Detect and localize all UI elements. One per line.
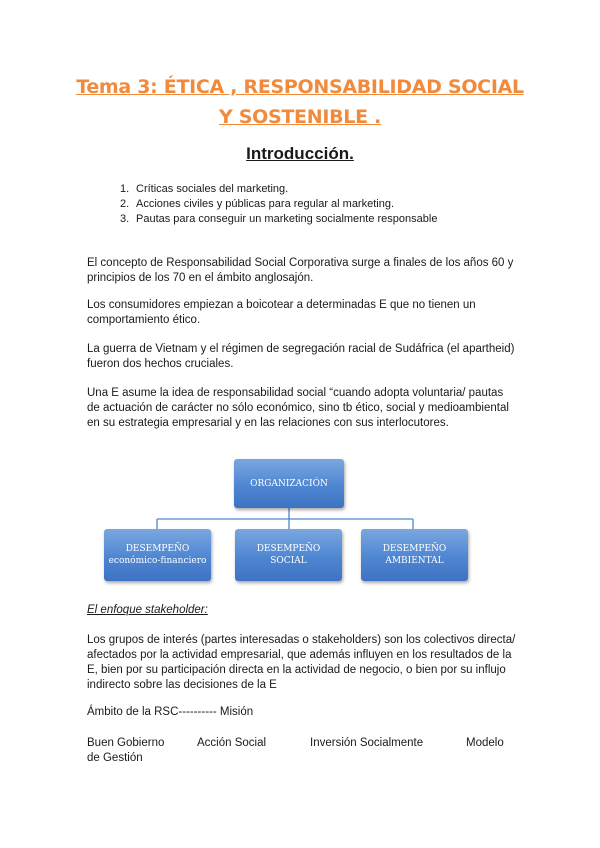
paragraph-rsc-origin: El concepto de Responsabilidad Social Corporativa surge a finales de los años 60 y principios de los 70 en el ámbito anglosajón.: [87, 257, 514, 284]
intro-list: [120, 182, 437, 227]
list-item: 3. Pautas para conseguir un marketing socialmente responsable: [120, 213, 438, 225]
diagram-node-organizacion: ORGANIZACIÓN: [234, 459, 344, 508]
ambito-rsc-line: Ámbito de la RSC---------- Misión: [87, 706, 254, 718]
ambito-item-accion-social: Acción Social: [197, 737, 267, 749]
paragraph-definition: Una E asume la idea de responsabilidad social “cuando adopta voluntaria/ pautas de actuación de carácter no sólo económico, sino tb ético, social y medioambiental en su estrategia empresarial y en las relaciones con sus interlocutores.: [87, 387, 509, 429]
ambito-item-modelo-cont: de Gestión: [87, 752, 143, 764]
ambito-item-inversion: Inversión Socialmente: [310, 737, 424, 749]
list-item: 1. Críticas sociales del marketing.: [120, 183, 289, 195]
paragraph-boicot: Los consumidores empiezan a boicotear a determinadas E que no tienen un comportamiento ético.: [87, 299, 476, 326]
paragraph-vietnam: La guerra de Vietnam y el régimen de segregación racial de Sudáfrica (el apartheid) fueron dos hechos cruciales.: [87, 343, 515, 370]
diagram-node-desempeno-economico: DESEMPEÑO económico-financiero: [104, 529, 211, 581]
ambito-item-modelo: Modelo: [466, 737, 504, 749]
paragraph-stakeholder: Los grupos de interés (partes interesadas o stakeholders) son los colectivos directa/ afectados por la actividad empresarial, que además influyen en los resultados de la E, bien por su participación directa en la actividad de negocio, o bien por su influjo indirecto sobre las decisiones de la E: [87, 634, 516, 691]
document-title-line-1: Tema 3: ÉTICA , RESPONSABILIDAD SOCIAL: [76, 76, 524, 98]
ambito-item-buen-gobierno: Buen Gobierno: [87, 737, 165, 749]
section-heading-stakeholder: El enfoque stakeholder:: [87, 604, 208, 616]
diagram-node-desempeno-ambiental: DESEMPEÑO AMBIENTAL: [361, 529, 468, 581]
diagram-node-desempeno-social: DESEMPEÑO SOCIAL: [235, 529, 342, 581]
list-item: 2. Acciones civiles y públicas para regular al marketing.: [120, 198, 395, 210]
section-heading-introduccion: Introducción.: [246, 144, 354, 163]
document-title-line-2: Y SOSTENIBLE .: [218, 106, 381, 128]
